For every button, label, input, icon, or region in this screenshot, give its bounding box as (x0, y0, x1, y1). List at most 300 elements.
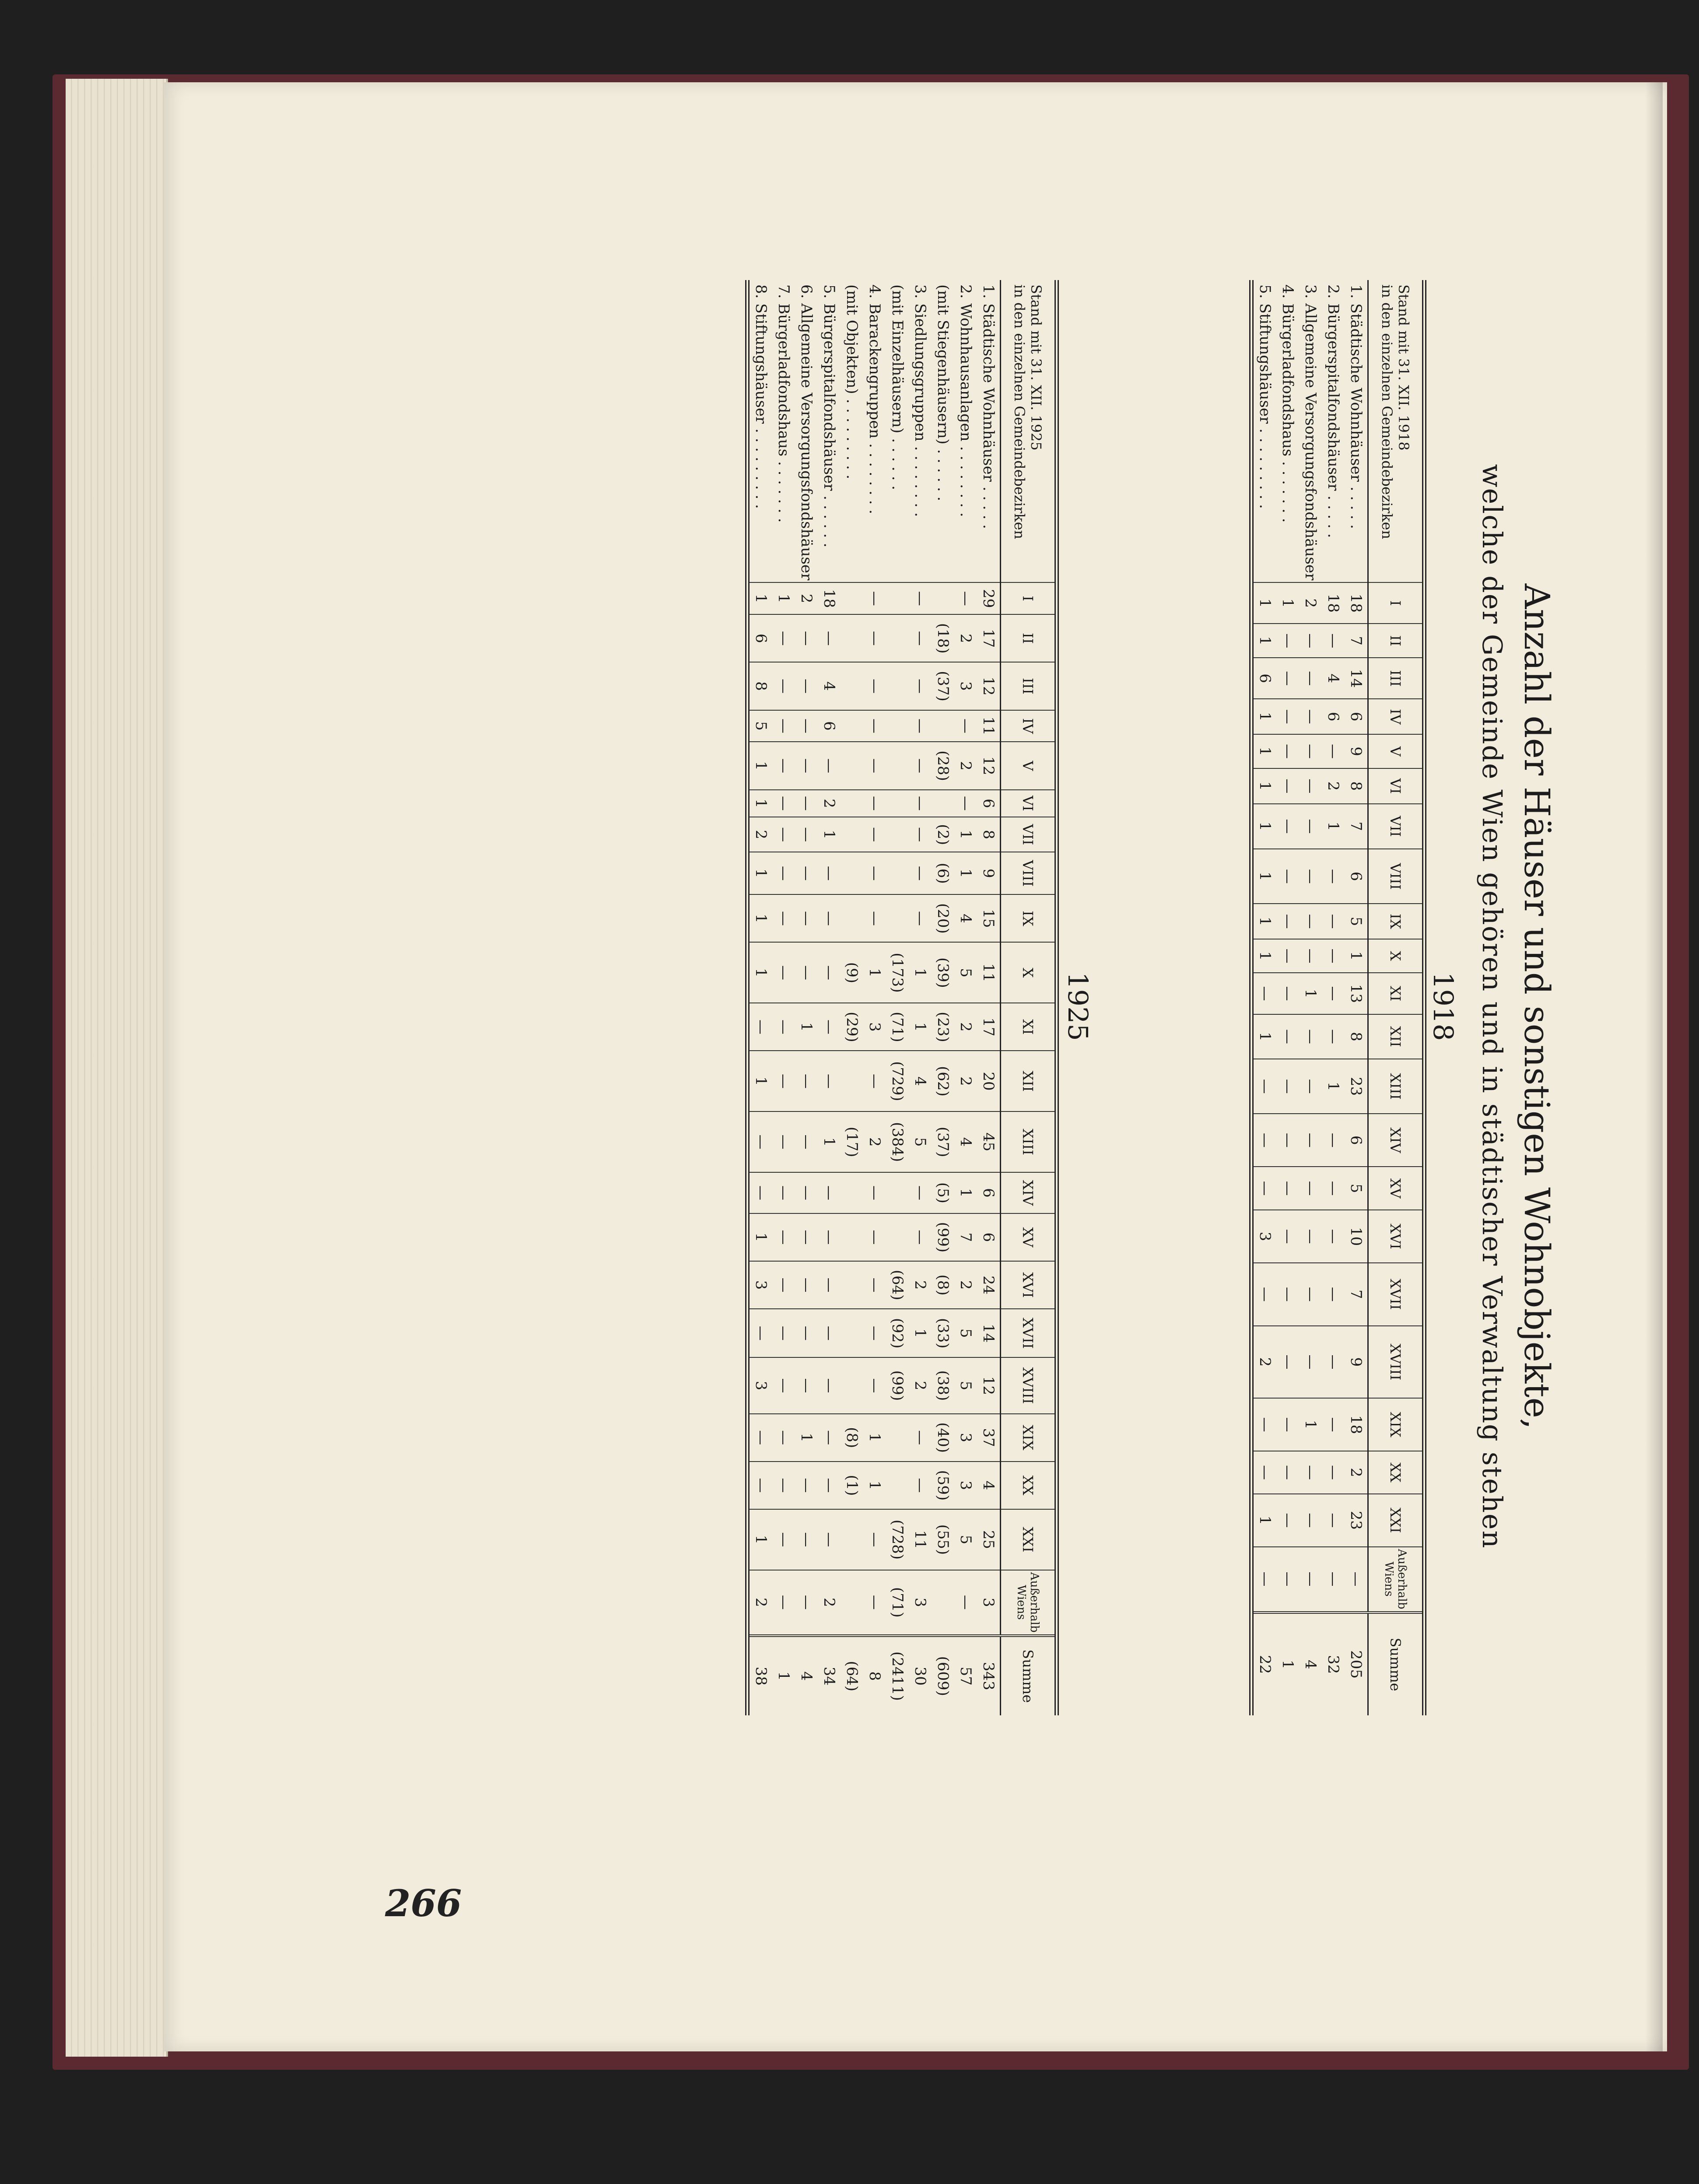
column-header: XIII (1001, 1111, 1057, 1172)
table-cell: — (1276, 658, 1299, 699)
table-cell: 3 (977, 1570, 1001, 1636)
table-cell (841, 1172, 863, 1213)
table-cell: — (1276, 1494, 1299, 1547)
table-cell: — (818, 1213, 841, 1261)
table-cell: — (772, 817, 795, 852)
table-cell: 1 (818, 817, 841, 852)
row-label: 5. Stiftungshäuser . . . . . . . . . (1256, 284, 1274, 509)
table-cell: 1 (1251, 699, 1276, 734)
table-cell: 4 (818, 662, 841, 710)
column-header: XVII (1001, 1309, 1057, 1357)
table-cell: 1 (818, 1111, 841, 1172)
table-cell (886, 1213, 909, 1261)
table-cell: 1 (747, 894, 772, 942)
table-cell: (33) (932, 1309, 954, 1357)
table-cell: 1 (772, 1636, 795, 1715)
table-cell: 5 (954, 942, 977, 1003)
table-cell: — (772, 710, 795, 742)
table-row (863, 280, 886, 1715)
table-cell: — (818, 1261, 841, 1309)
header-label-line2: in den einzelnen Gemeindebezirken (1011, 284, 1028, 540)
column-header: XXI (1001, 1509, 1057, 1570)
table-cell: (8) (932, 1261, 954, 1309)
table-cell: 343 (977, 1636, 1001, 1715)
row-label: 1. Städtische Wohnhäuser . . . . . (1347, 284, 1365, 529)
table-cell: — (772, 790, 795, 817)
row-label: 1. Städtische Wohnhäuser . . . . . (980, 284, 997, 529)
column-header: I (1368, 582, 1425, 624)
table-cell: — (795, 1213, 818, 1261)
table-cell: — (863, 1213, 886, 1261)
table-cell: — (909, 817, 932, 852)
table-cell (886, 1414, 909, 1462)
column-header: XV (1368, 1167, 1425, 1210)
table-cell: 1 (747, 790, 772, 817)
row-label: 5. Bürgerspitalfondshäuser . . . . . . (820, 284, 838, 548)
table-cell: 24 (977, 1261, 1001, 1309)
table-cell: — (863, 817, 886, 852)
table-cell: 9 (1345, 1326, 1368, 1399)
row-label: (mit Objekten) . . . . . . . . . (843, 284, 861, 480)
header-label (1001, 280, 1057, 582)
table-cell: — (818, 1462, 841, 1509)
table-cell: — (772, 662, 795, 710)
column-header: XVII (1368, 1263, 1425, 1325)
table-cell: — (1251, 1398, 1276, 1451)
table-cell: — (1322, 1326, 1345, 1399)
year-label-1918: 1918 (1427, 972, 1459, 1041)
table-cell: — (909, 1213, 932, 1261)
table-cell: — (954, 1570, 977, 1636)
column-header: XI (1001, 1003, 1057, 1051)
table-cell: 1 (1299, 973, 1322, 1014)
table-cell: — (1251, 973, 1276, 1014)
header-label-line1: Stand mit 31. XII. 1925 (1028, 284, 1044, 451)
column-header: IV (1368, 699, 1425, 734)
table-cell: (9) (841, 942, 863, 1003)
column-header: IV (1001, 710, 1057, 742)
page-edges (66, 79, 168, 2057)
table-1918 (1249, 280, 1426, 1715)
table-cell: — (909, 1172, 932, 1213)
table-cell: 3 (954, 662, 977, 710)
table-cell: 9 (1345, 734, 1368, 768)
table-cell (841, 852, 863, 894)
table-cell: (6) (932, 852, 954, 894)
table-cell: — (818, 614, 841, 662)
table-row (1251, 280, 1276, 1715)
column-header: VIII (1368, 849, 1425, 904)
column-header: V (1368, 734, 1425, 768)
page-subtitle: welche der Gemeinde Wien gehören und in städtischer Verwaltung stehen (1476, 464, 1508, 1549)
table-cell: 7 (1345, 1263, 1368, 1325)
table-cell: 23 (1345, 1059, 1368, 1114)
table-cell: — (818, 894, 841, 942)
table-cell: 25 (977, 1509, 1001, 1570)
table-cell: — (772, 1570, 795, 1636)
table-cell: 4 (795, 1636, 818, 1715)
table-cell: — (1322, 1398, 1345, 1451)
table-cell: — (1276, 1451, 1299, 1494)
table-cell: — (909, 614, 932, 662)
table-cell: 2 (747, 817, 772, 852)
table-cell: 22 (1251, 1613, 1276, 1715)
table-cell: 1 (1251, 624, 1276, 658)
table-cell: 5 (954, 1309, 977, 1357)
table-cell: 1 (863, 1462, 886, 1509)
table-cell: 3 (1251, 1210, 1276, 1263)
table-cell: — (863, 1509, 886, 1570)
table-cell: 5 (747, 710, 772, 742)
table-cell: (5) (932, 1172, 954, 1213)
table-cell: — (1276, 624, 1299, 658)
table-cell: 6 (1345, 849, 1368, 904)
table-cell: — (909, 894, 932, 942)
table-cell: 4 (1322, 658, 1345, 699)
table-cell (841, 1261, 863, 1309)
table-cell: 34 (818, 1636, 841, 1715)
column-header: XVIII (1368, 1326, 1425, 1399)
table-cell: 3 (747, 1261, 772, 1309)
page-title: Anzahl der Häuser und sonstigen Wohnobjekte, (1517, 583, 1557, 1430)
table-cell: — (1251, 1547, 1276, 1613)
table-cell: 11 (977, 942, 1001, 1003)
table-cell (886, 582, 909, 614)
table-cell: — (772, 1414, 795, 1462)
table-cell: (173) (886, 942, 909, 1003)
column-header: IX (1368, 904, 1425, 939)
table-cell: 4 (954, 1111, 977, 1172)
table-cell: 2 (795, 582, 818, 614)
table-cell: 6 (1251, 658, 1276, 699)
column-header: VI (1001, 790, 1057, 817)
table-cell (841, 1309, 863, 1357)
table-cell: 1 (795, 1003, 818, 1051)
table-cell: 8 (863, 1636, 886, 1715)
table-cell: — (1299, 1326, 1322, 1399)
table-cell: 1 (795, 1414, 818, 1462)
table-cell: 2 (909, 1261, 932, 1309)
table-cell: — (1251, 1167, 1276, 1210)
rotated-content (376, 263, 1558, 1750)
column-header: Summe (1368, 1613, 1425, 1715)
table-cell: — (772, 1357, 795, 1413)
table-cell (886, 790, 909, 817)
table-cell: 12 (977, 742, 1001, 789)
table-cell: — (909, 710, 932, 742)
table-cell: — (1251, 1114, 1276, 1167)
table-cell: — (772, 1213, 795, 1261)
column-header: VIII (1001, 852, 1057, 894)
table-cell: (384) (886, 1111, 909, 1172)
table-cell: 1 (863, 942, 886, 1003)
table-cell: 1 (1251, 904, 1276, 939)
table-row (1276, 280, 1299, 1715)
table-cell: — (818, 1003, 841, 1051)
table-cell: — (1322, 1167, 1345, 1210)
table-cell: — (795, 1570, 818, 1636)
table-cell: 2 (954, 1051, 977, 1111)
column-header: VII (1368, 804, 1425, 849)
table-row (909, 280, 932, 1715)
table-cell: 1 (909, 1003, 932, 1051)
table-cell: — (1251, 1263, 1276, 1325)
table-cell: 6 (977, 1213, 1001, 1261)
table-cell: (37) (932, 662, 954, 710)
table-cell: — (1299, 1547, 1322, 1613)
table-cell: 2 (818, 790, 841, 817)
table-cell: — (795, 1111, 818, 1172)
row-label: (mit Einzelhäusern) . . . . . . (889, 284, 906, 491)
table-cell (886, 894, 909, 942)
row-label: 4. Bürgerladfondshaus . . . . . . . (1279, 284, 1296, 523)
table-cell: 2 (954, 1003, 977, 1051)
column-header: II (1001, 614, 1057, 662)
table-cell: — (772, 1309, 795, 1357)
table-cell: 1 (1251, 939, 1276, 973)
table-cell: 20 (977, 1051, 1001, 1111)
table-cell: 2 (1345, 1451, 1368, 1494)
table-cell: 6 (1322, 699, 1345, 734)
table-cell: 17 (977, 1003, 1001, 1051)
table-cell: — (863, 1051, 886, 1111)
table-cell (841, 710, 863, 742)
table-cell: — (863, 1357, 886, 1413)
table-cell: 4 (909, 1051, 932, 1111)
table-cell: — (1322, 1451, 1345, 1494)
table-cell: 15 (977, 894, 1001, 942)
table-cell: — (772, 1003, 795, 1051)
table-cell: — (1299, 768, 1322, 804)
table-cell: 32 (1322, 1613, 1345, 1715)
table-cell: — (747, 1309, 772, 1357)
table-cell (886, 710, 909, 742)
table-cell: — (1276, 1014, 1299, 1059)
table-cell: 1 (772, 582, 795, 614)
table-cell: 2 (1251, 1326, 1276, 1399)
table-cell (932, 1570, 954, 1636)
column-header: XVI (1368, 1210, 1425, 1263)
table-cell: — (863, 1172, 886, 1213)
table-cell: 2 (954, 614, 977, 662)
row-label: 3. Siedlungsgruppen . . . . . . . . (911, 284, 929, 517)
table-row (818, 280, 841, 1715)
table-cell: 1 (747, 942, 772, 1003)
table-cell: 3 (954, 1462, 977, 1509)
table-cell: 1 (1251, 734, 1276, 768)
table-cell: — (1322, 1210, 1345, 1263)
column-header: XIV (1368, 1114, 1425, 1167)
table-cell: — (863, 790, 886, 817)
table-cell: (28) (932, 742, 954, 789)
table-cell: (59) (932, 1462, 954, 1509)
column-header: VII (1001, 817, 1057, 852)
table-cell: — (772, 614, 795, 662)
table-cell: 1 (1251, 1494, 1276, 1547)
table-cell: 18 (1322, 582, 1345, 624)
table-cell: — (747, 1172, 772, 1213)
table-cell: — (1322, 1114, 1345, 1167)
table-cell: 1 (1251, 1014, 1276, 1059)
table-row (1345, 280, 1368, 1715)
page-gutter-shadow (1645, 82, 1663, 2051)
column-header: XII (1001, 1051, 1057, 1111)
table-cell: — (795, 942, 818, 1003)
table-cell: (38) (932, 1357, 954, 1413)
table-cell: — (772, 1111, 795, 1172)
table-cell (932, 790, 954, 817)
column-header: IX (1001, 894, 1057, 942)
table-cell (841, 1570, 863, 1636)
table-cell: — (772, 942, 795, 1003)
table-cell (841, 1509, 863, 1570)
table-cell (841, 1357, 863, 1413)
header-label-line2: in den einzelnen Gemeindebezirken (1379, 284, 1395, 540)
table-cell: — (818, 1309, 841, 1357)
column-header: Außerhalb Wiens (1368, 1547, 1425, 1613)
table-cell: 1 (1276, 582, 1299, 624)
table-cell: — (863, 894, 886, 942)
table-row (795, 280, 818, 1715)
table-cell: (609) (932, 1636, 954, 1715)
table-cell: — (1299, 904, 1322, 939)
table-cell: — (1276, 1547, 1299, 1613)
table-cell: — (818, 852, 841, 894)
column-header: X (1001, 942, 1057, 1003)
table-cell: 30 (909, 1636, 932, 1715)
table-cell: — (1276, 804, 1299, 849)
table-cell: — (1322, 973, 1345, 1014)
table-cell: — (1276, 1263, 1299, 1325)
table-cell (886, 817, 909, 852)
table-cell: — (795, 1172, 818, 1213)
table-cell: — (1322, 1014, 1345, 1059)
table-cell: — (1299, 734, 1322, 768)
column-header: XVI (1001, 1261, 1057, 1309)
table-cell: 5 (1345, 1167, 1368, 1210)
column-header: V (1001, 742, 1057, 789)
table-cell (841, 662, 863, 710)
table-cell: 1 (909, 1309, 932, 1357)
table-cell: (55) (932, 1509, 954, 1570)
table-cell: — (795, 614, 818, 662)
column-header: II (1368, 624, 1425, 658)
table-cell (841, 614, 863, 662)
table-cell: — (772, 852, 795, 894)
table-cell: — (795, 1509, 818, 1570)
table-cell: 7 (954, 1213, 977, 1261)
table-cell: — (1322, 849, 1345, 904)
table-cell: (8) (841, 1414, 863, 1462)
table-cell: — (954, 790, 977, 817)
table-cell: 8 (977, 817, 1001, 852)
table-cell: — (1299, 1114, 1322, 1167)
table-cell: 4 (1299, 1613, 1322, 1715)
table-cell: 13 (1345, 973, 1368, 1014)
table-cell: — (795, 1309, 818, 1357)
table-cell: — (909, 790, 932, 817)
table-cell: 37 (977, 1414, 1001, 1462)
table-cell: 2 (818, 1570, 841, 1636)
table-cell: 205 (1345, 1613, 1368, 1715)
table-cell: — (795, 1357, 818, 1413)
table-cell: 14 (1345, 658, 1368, 699)
table-cell: 1 (1322, 1059, 1345, 1114)
table-row (747, 280, 772, 1715)
table-cell: — (1322, 939, 1345, 973)
table-cell: — (1299, 624, 1322, 658)
table-cell: (92) (886, 1309, 909, 1357)
table-cell (886, 662, 909, 710)
table-cell: 38 (747, 1636, 772, 1715)
table-cell: — (795, 817, 818, 852)
header-label-line1: Stand mit 31. XII. 1918 (1395, 284, 1412, 451)
column-header: XI (1368, 973, 1425, 1014)
table-cell: — (863, 742, 886, 789)
column-header: XX (1368, 1451, 1425, 1494)
table-cell (841, 817, 863, 852)
table-cell: — (1299, 1059, 1322, 1114)
column-header: XIV (1001, 1172, 1057, 1213)
table-cell: — (1276, 1326, 1299, 1399)
table-cell (841, 790, 863, 817)
table-cell: — (909, 662, 932, 710)
table-cell: (2411) (886, 1636, 909, 1715)
table-cell: — (909, 852, 932, 894)
table-cell: 11 (909, 1509, 932, 1570)
table-row (932, 280, 954, 1715)
column-header: VI (1368, 768, 1425, 804)
table-cell: 8 (1345, 768, 1368, 804)
table-cell: — (863, 1309, 886, 1357)
table-cell: 1 (747, 852, 772, 894)
table-cell: — (818, 1509, 841, 1570)
table-cell: 1 (1276, 1613, 1299, 1715)
table-cell: 2 (909, 1357, 932, 1413)
table-cell (886, 852, 909, 894)
table-cell: — (954, 582, 977, 614)
table-cell: — (1276, 904, 1299, 939)
column-header: XIX (1368, 1398, 1425, 1451)
table-cell: 12 (977, 1357, 1001, 1413)
table-cell: 2 (747, 1570, 772, 1636)
table-cell: 2 (1322, 768, 1345, 804)
table-cell: — (1299, 849, 1322, 904)
table-cell: 8 (1345, 1014, 1368, 1059)
table-cell: — (909, 742, 932, 789)
table-cell: — (1276, 768, 1299, 804)
table-cell: 2 (1299, 582, 1322, 624)
table-cell: 3 (909, 1570, 932, 1636)
table-cell: — (1276, 849, 1299, 904)
table-cell: — (795, 1261, 818, 1309)
table-cell: 9 (977, 852, 1001, 894)
table-cell: — (1299, 804, 1322, 849)
table-cell: 12 (977, 662, 1001, 710)
table-cell: — (1322, 904, 1345, 939)
column-header: XIX (1001, 1414, 1057, 1462)
table-cell: — (909, 1462, 932, 1509)
row-label: 4. Barackengruppen . . . . . . . . (866, 284, 883, 515)
table-cell: (37) (932, 1111, 954, 1172)
table-row (772, 280, 795, 1715)
table-cell (886, 742, 909, 789)
table-cell: — (1299, 1210, 1322, 1263)
year-label-1925: 1925 (1062, 972, 1094, 1041)
column-header: XII (1368, 1014, 1425, 1059)
table-cell: 6 (747, 614, 772, 662)
table-row (1322, 280, 1345, 1715)
